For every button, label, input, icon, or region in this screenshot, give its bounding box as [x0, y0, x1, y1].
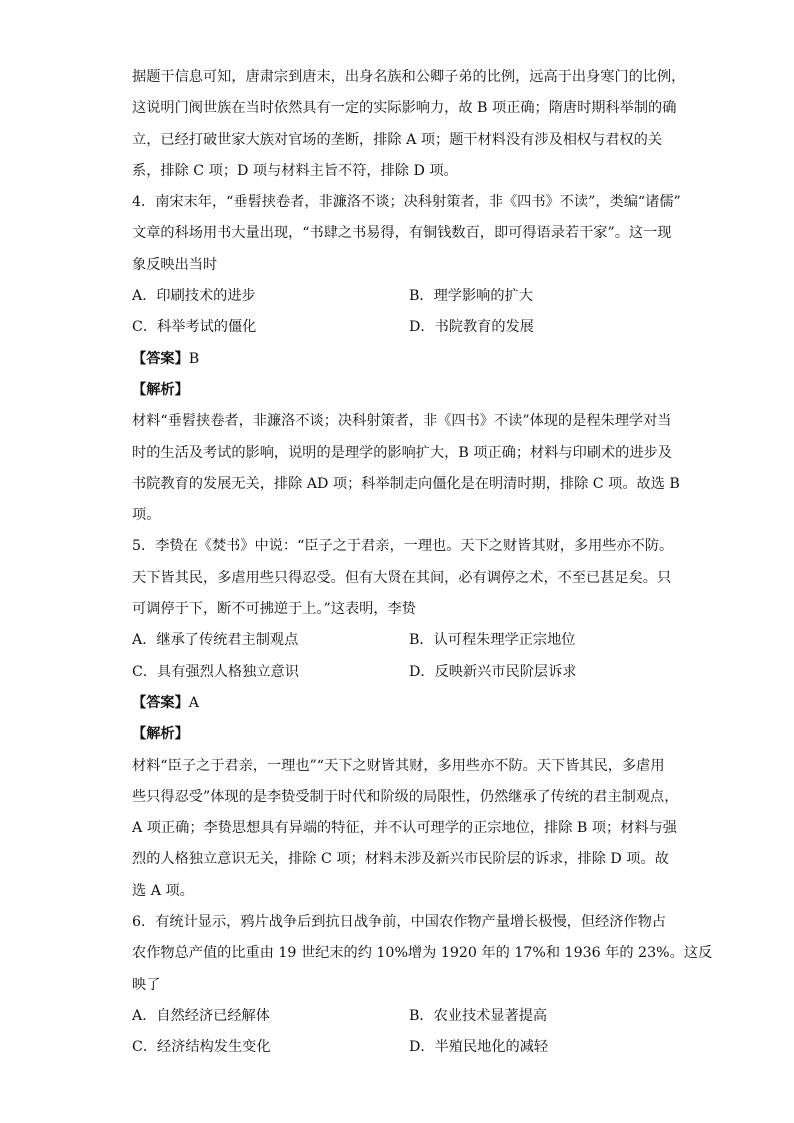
question-4-analysis-tag: 【解析】: [132, 381, 189, 398]
option-c[interactable]: C．经济结构发生变化: [132, 1039, 271, 1056]
question-4-options-row-2: [132, 312, 672, 343]
option-b[interactable]: B．理学影响的扩大: [409, 288, 533, 305]
stem-line: 象反映出当时: [132, 256, 218, 273]
option-d[interactable]: D．书院教育的发展: [409, 319, 534, 336]
answer-value: B: [188, 350, 200, 367]
analysis-line: 时的生活及考试的影响，说明的是理学的影响扩大，B 项正确；材料与印刷术的进步及: [132, 444, 672, 461]
stem-line: 农作物总产值的比重由 19 世纪末的约 10%增为 1920 年的 17%和 1936 年的 23%。这反: [132, 945, 713, 962]
question-4-options-row-1: [132, 281, 672, 312]
answer-tag: 【答案】: [132, 350, 189, 367]
option-c[interactable]: C．科举考试的僵化: [132, 319, 257, 336]
analysis-line: A 项正确；李贽思想具有异端的特征，并不认可理学的正宗地位，排除 B 项；材料与强: [132, 820, 677, 837]
intro-line: 系，排除 C 项；D 项与材料主旨不符，排除 D 项。: [132, 162, 458, 179]
option-a[interactable]: A．继承了传统君主制观点: [132, 632, 299, 649]
option-a[interactable]: A．印刷技术的进步: [132, 288, 256, 305]
question-6-stem: [132, 907, 713, 1001]
option-b[interactable]: B．认可程朱理学正宗地位: [409, 632, 576, 649]
analysis-line: 项。: [132, 507, 161, 524]
question-4-answer: [132, 344, 672, 375]
analysis-line: 材料“臣子之于君亲，一理也”“天下之财皆其财，多用些亦不防。天下皆其民，多虐用: [132, 757, 665, 774]
stem-line: 文章的科场用书大量出现，“书肆之书易得，有铜钱数百，即可得语录若干家”。这一现: [132, 225, 672, 242]
question-5-options-row-1: [132, 625, 672, 656]
question-4-analysis: [132, 406, 680, 531]
intro-line: 这说明门阀世族在当时依然具有一定的实际影响力，故 B 项正确；隋唐时期科举制的确: [132, 100, 677, 117]
stem-line: 6．有统计显示，鸦片战争后到抗日战争前，中国农作物产量增长极慢，但经济作物占: [132, 914, 666, 931]
intro-analysis: [132, 62, 686, 187]
stem-line: 映了: [132, 976, 161, 993]
intro-line: 据题干信息可知，唐肃宗到唐末，出身名族和公卿子弟的比例，远高于出身寒门的比例，: [132, 69, 686, 85]
option-c[interactable]: C．具有强烈人格独立意识: [132, 663, 299, 680]
question-5-analysis-tag: 【解析】: [132, 726, 189, 743]
analysis-line: 书院教育的发展无关，排除 AD 项；科举制走向僵化是在明清时期，排除 C 项。故选 B: [132, 475, 680, 492]
stem-line: 天下皆其民，多虐用些只得忍受。但有大贤在其间，必有调停之术，不至已甚足矣。只: [132, 569, 672, 586]
option-a[interactable]: A．自然经济已经解体: [132, 1007, 270, 1024]
document-page: [132, 62, 713, 1064]
stem-line: 5．李贽在《焚书》中说：“臣子之于君亲，一理也。天下之财皆其财，多用些亦不防。: [132, 538, 674, 555]
question-6-options-row-2: [132, 1032, 672, 1063]
question-6-options-row-1: [132, 1001, 672, 1032]
option-d[interactable]: D．半殖民地化的减轻: [409, 1039, 549, 1056]
question-5-options-row-2: [132, 657, 672, 688]
intro-line: 立，已经打破世家大族对官场的垄断，排除 A 项；题干材料没有涉及相权与君权的关: [132, 131, 663, 148]
option-b[interactable]: B．农业技术显著提高: [409, 1007, 548, 1024]
analysis-line: 些只得忍受”体现的是李贽受制于时代和阶级的局限性，仍然继承了传统的君主制观点，: [132, 788, 679, 805]
question-5-analysis: [132, 751, 679, 907]
analysis-line: 烈的人格独立意识无关，排除 C 项；材料未涉及新兴市民阶层的诉求，排除 D 项。故: [132, 851, 669, 868]
analysis-line: 选 A 项。: [132, 882, 194, 899]
answer-tag: 【答案】: [132, 694, 189, 711]
stem-line: 可调停于下，断不可拂逆于上。”这表明，李贽: [132, 601, 416, 618]
option-d[interactable]: D．反映新兴市民阶层诉求: [409, 663, 577, 680]
answer-value: A: [188, 694, 200, 711]
question-5-answer: [132, 688, 672, 719]
stem-line: 4．南宋末年，“垂髫挟卷者，非濂洛不谈；决科射策者，非《四书》不读”，类编“诸儒”: [132, 194, 681, 211]
question-4-stem: [132, 187, 681, 281]
question-5-stem: [132, 531, 672, 625]
analysis-line: 材料“垂髫挟卷者，非濂洛不谈；决科射策者，非《四书》不读”体现的是程朱理学对当: [132, 413, 672, 430]
